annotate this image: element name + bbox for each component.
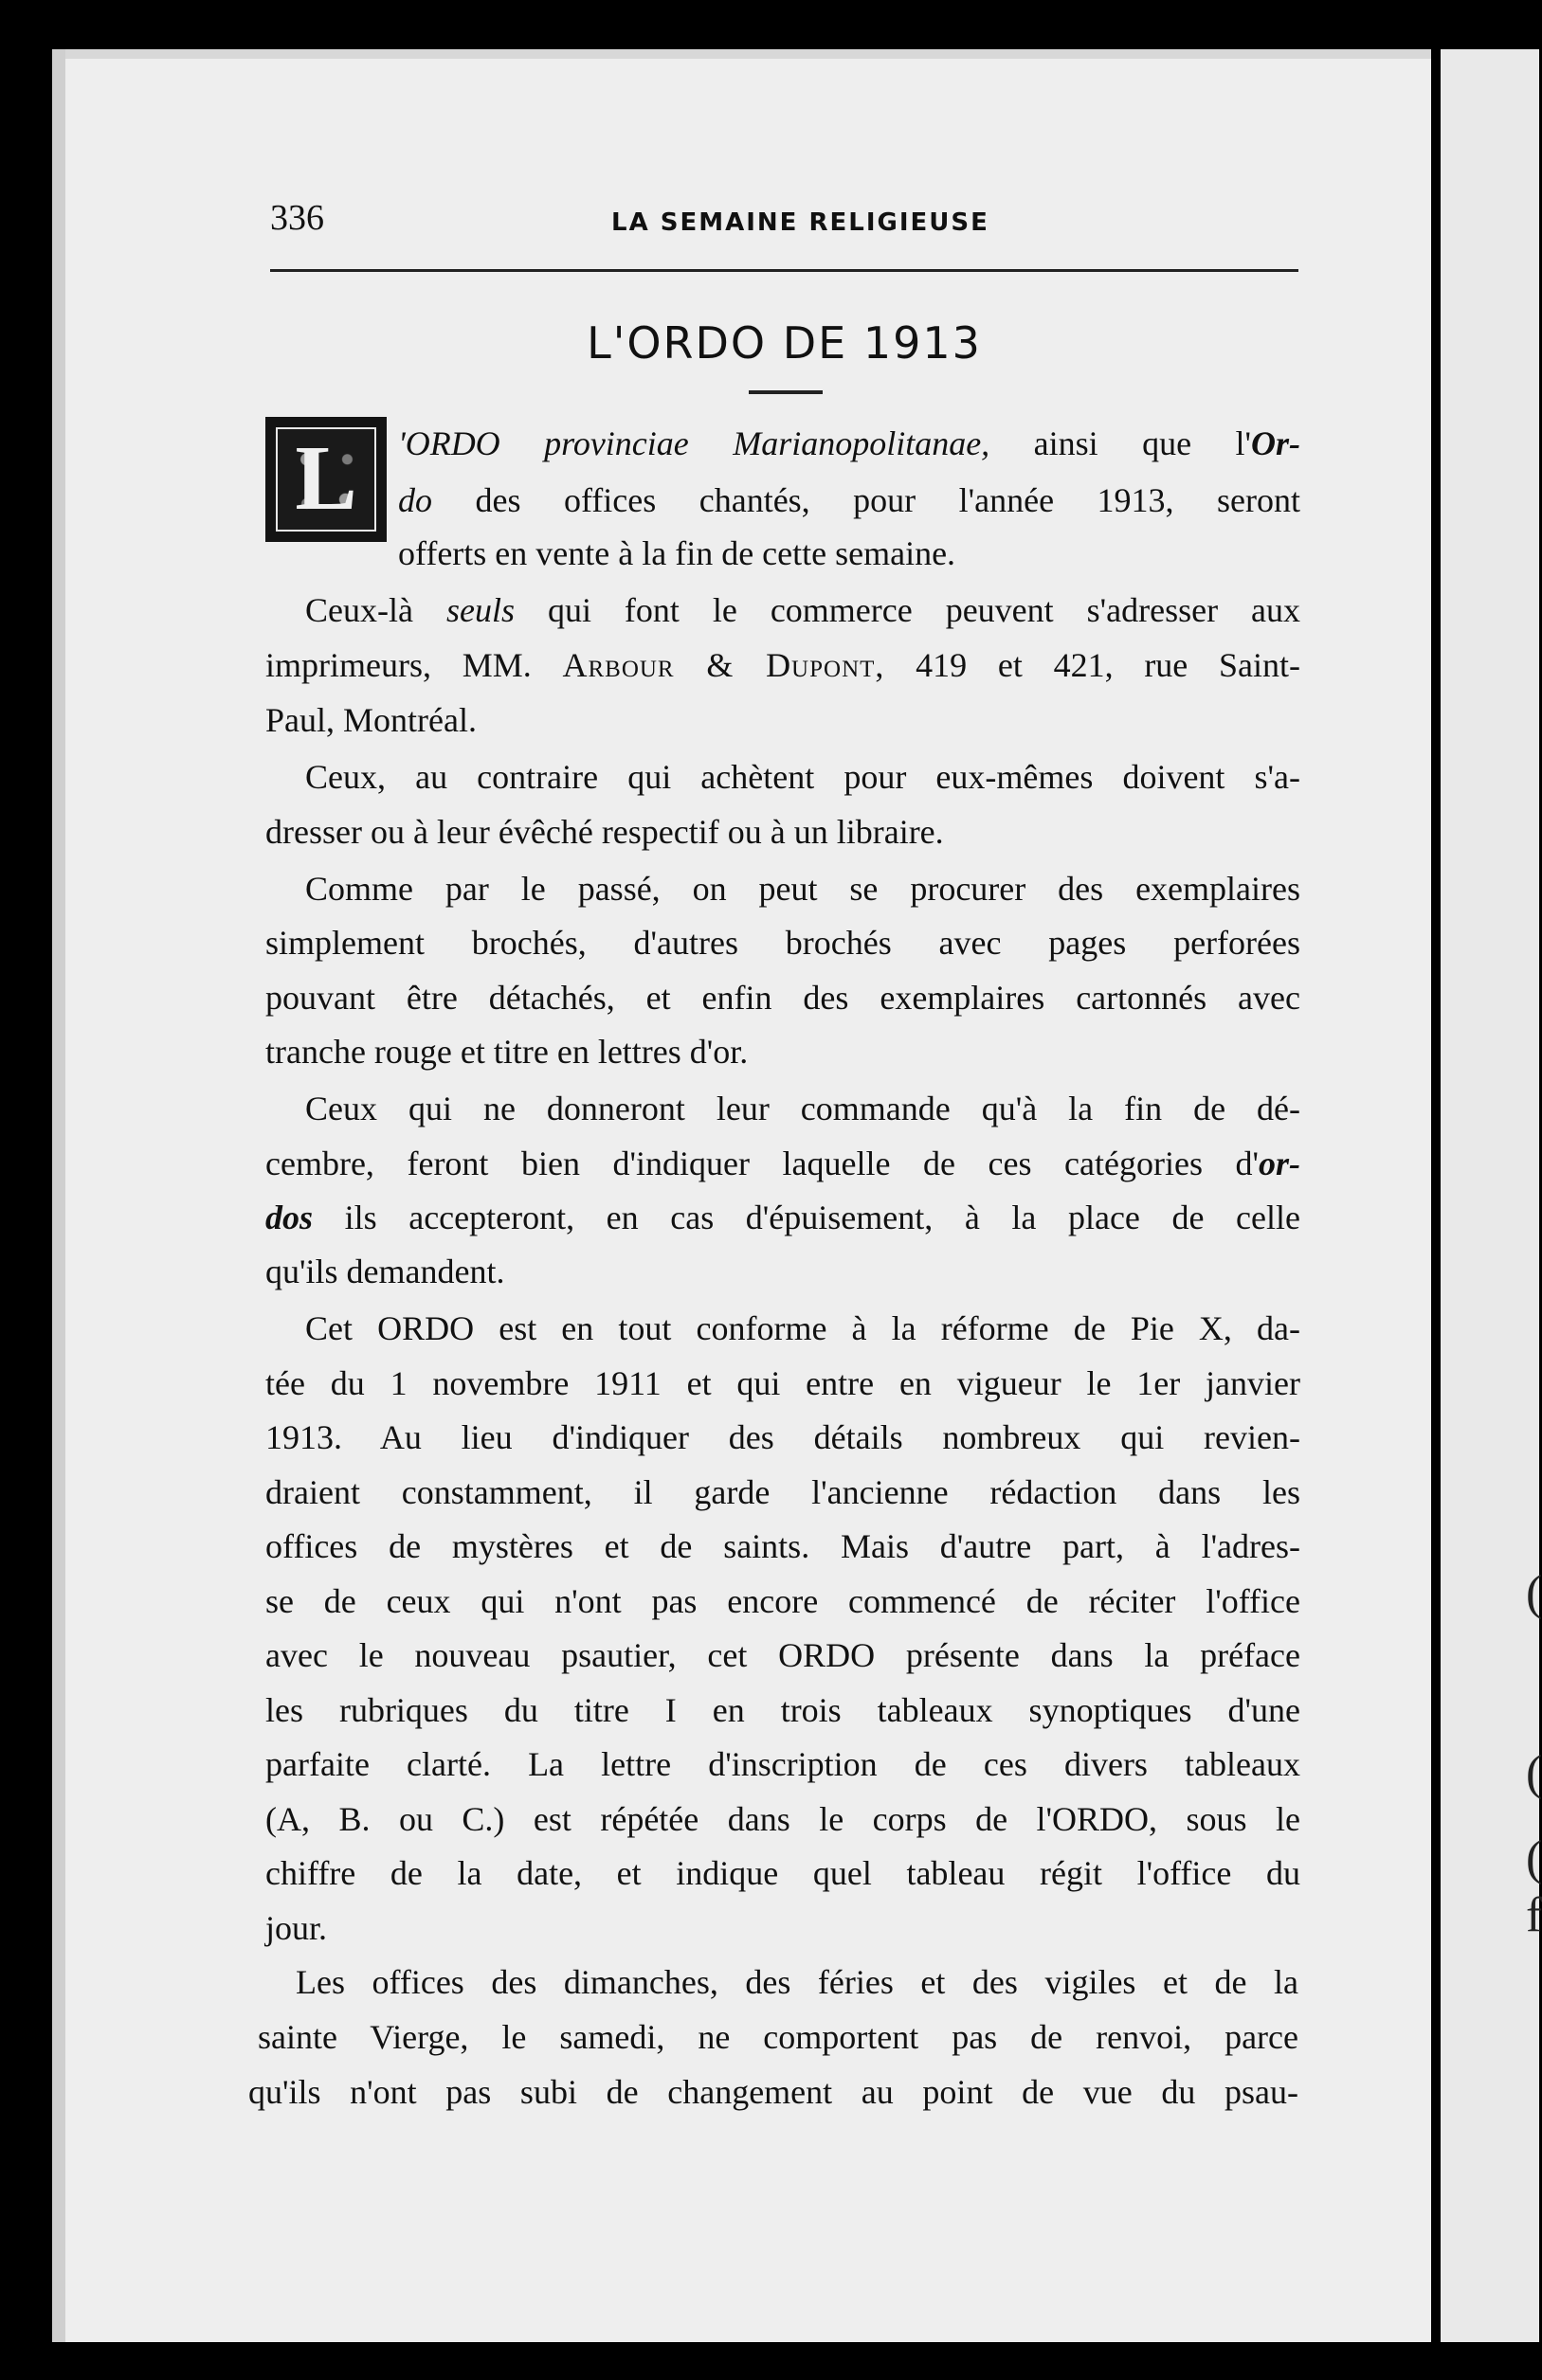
text-line: Cet ORDO est en tout conforme à la réforme de Pie X, da-: [305, 1309, 1300, 1347]
text-line: Comme par le passé, on peut se procurer des exemplaires: [305, 870, 1300, 908]
text-line: qu'ils n'ont pas subi de changement au point de vue du psau-: [248, 2073, 1298, 2111]
text-line: simplement brochés, d'autres brochés avec pages perforées: [265, 924, 1300, 962]
text-line: avec le nouveau psautier, cet ORDO présente dans la préface: [265, 1636, 1300, 1674]
text-line: do des offices chantés, pour l'année 1913, seront: [398, 481, 1300, 519]
page-edge: [52, 49, 1431, 59]
text-line: (A, B. ou C.) est répétée dans le corps de l'ORDO, sous le: [265, 1800, 1300, 1838]
text-line: cembre, feront bien d'indiquer laquelle de ces catégories d'or-: [265, 1145, 1300, 1182]
running-head: LA SEMAINE RELIGIEUSE: [611, 208, 989, 237]
text-line: dresser ou à leur évêché respectif ou à un libraire.: [265, 813, 944, 851]
text-line: qu'ils demandent.: [265, 1253, 505, 1290]
text-line: 'ORDO provinciae Marianopolitanae, ainsi que l'Or-: [398, 424, 1300, 462]
adjacent-page-fragment: f: [1526, 1888, 1542, 1942]
adjacent-page-fragment: (: [1526, 1566, 1542, 1620]
text-line: offerts en vente à la fin de cette semaine.: [398, 534, 956, 572]
drop-cap: [265, 417, 387, 542]
page-number: 336: [270, 198, 324, 238]
text-line: Les offices des dimanches, des féries et des vigiles et de la: [296, 1963, 1298, 2001]
text-line: Ceux, au contraire qui achètent pour eux-mêmes doivent s'a-: [305, 758, 1300, 796]
text-line: sainte Vierge, le samedi, ne comportent pas de renvoi, parce: [258, 2018, 1298, 2056]
text-line: 1913. Au lieu d'indiquer des détails nombreux qui revien-: [265, 1418, 1300, 1456]
text-line: tranche rouge et titre en lettres d'or.: [265, 1033, 749, 1071]
article-title: L'ORDO DE 1913: [587, 317, 982, 369]
drop-cap-letter: L: [295, 427, 357, 530]
text-line: offices de mystères et de saints. Mais d'autre part, à l'adres-: [265, 1527, 1300, 1565]
header-rule: [270, 269, 1298, 272]
text-line: imprimeurs, MM. Arbour & Dupont, 419 et 421, rue Saint-: [265, 646, 1301, 684]
text-line: les rubriques du titre I en trois tableaux synoptiques d'une: [265, 1691, 1300, 1729]
text-line: Paul, Montréal.: [265, 701, 477, 739]
text-line: chiffre de la date, et indique quel tableau régit l'office du: [265, 1854, 1300, 1892]
text-line: dos ils accepteront, en cas d'épuisement, à la place de celle: [265, 1199, 1300, 1236]
text-line: pouvant être détachés, et enfin des exemplaires cartonnés avec: [265, 979, 1300, 1017]
title-rule: [749, 390, 823, 394]
text-line: se de ceux qui n'ont pas encore commencé de réciter l'office: [265, 1582, 1300, 1620]
text-line: draient constamment, il garde l'ancienne rédaction dans les: [265, 1473, 1300, 1511]
text-line: jour.: [265, 1909, 328, 1947]
adjacent-page-strip: [1441, 49, 1542, 2342]
page-gutter: [52, 49, 65, 2342]
text-line: tée du 1 novembre 1911 et qui entre en vigueur le 1er janvier: [265, 1364, 1300, 1402]
text-line: parfaite clarté. La lettre d'inscription de ces divers tableaux: [265, 1745, 1300, 1783]
adjacent-page-fragment: (: [1526, 1831, 1542, 1885]
adjacent-page-fragment: (: [1526, 1746, 1542, 1800]
text-line: Ceux-là seuls qui font le commerce peuvent s'adresser aux: [305, 591, 1301, 629]
text-line: Ceux qui ne donneront leur commande qu'à la fin de dé-: [305, 1090, 1300, 1127]
page-header: [270, 189, 1298, 246]
